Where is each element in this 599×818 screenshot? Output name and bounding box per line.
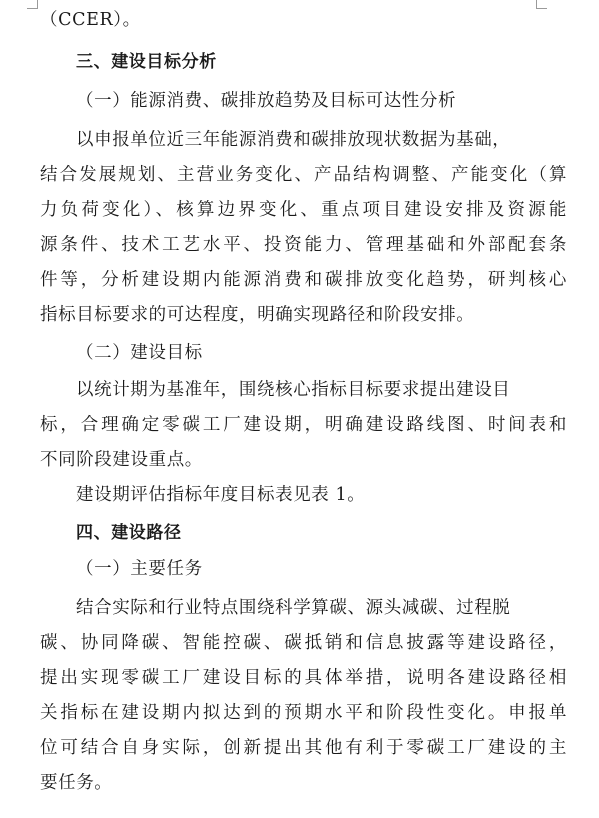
subsection-heading-4-1: （一）主要任务 — [76, 559, 203, 579]
paragraph-line: 结合实际和行业特点围绕科学算碳、源头减碳、过程脱 — [76, 598, 511, 618]
paragraph-line: 要任务。 — [40, 773, 113, 793]
paragraph-line: 源条件、技术工艺水平、投资能力、管理基础和外部配套条 — [40, 235, 567, 255]
paragraph-line: 以申报单位近三年能源消费和碳排放现状数据为基础， — [76, 130, 511, 150]
paragraph-line: 位可结合自身实际，创新提出其他有利于零碳工厂建设的主 — [40, 738, 567, 758]
paragraph-line: 提出实现零碳工厂建设目标的具体举措，说明各建设路径相 — [40, 668, 567, 688]
paragraph-line: 碳、协同降碳、智能控碳、碳抵销和信息披露等建设路径， — [40, 633, 567, 653]
paragraph-line: 以统计期为基准年，围绕核心指标目标要求提出建设目 — [76, 380, 511, 400]
paragraph-line: 件等，分析建设期内能源消费和碳排放变化趋势，研判核心 — [40, 270, 567, 290]
paragraph-line: 标，合理确定零碳工厂建设期，明确建设路线图、时间表和 — [40, 415, 567, 435]
subsection-text: （一）能源消费、碳排放趋势及目标可达性分析 — [76, 91, 457, 111]
crop-mark-top-right — [536, 0, 547, 9]
paragraph-line: 不同阶段建设重点。 — [40, 450, 203, 470]
subsection-heading-3-1 — [76, 89, 456, 113]
paragraph-line: 力负荷变化）、核算边界变化、重点项目建设安排及资源能 — [40, 200, 567, 220]
paragraph-line: （CCER）。 — [40, 10, 141, 30]
section-heading-3: 三、建设目标分析 — [76, 52, 217, 72]
crop-mark-top-left — [27, 0, 38, 9]
subsection-heading-3-2: （二）建设目标 — [76, 343, 203, 363]
paragraph-line: 建设期评估指标年度目标表见表 1。 — [76, 485, 366, 505]
paragraph-line: 结合发展规划、主营业务变化、产品结构调整、产能变化（算 — [40, 165, 567, 185]
paragraph-line: 关指标在建设期内拟达到的预期水平和阶段性变化。申报单 — [40, 703, 567, 723]
paragraph-line: 指标目标要求的可达程度，明确实现路径和阶段安排。 — [40, 305, 475, 325]
section-heading-4: 四、建设路径 — [76, 523, 182, 543]
